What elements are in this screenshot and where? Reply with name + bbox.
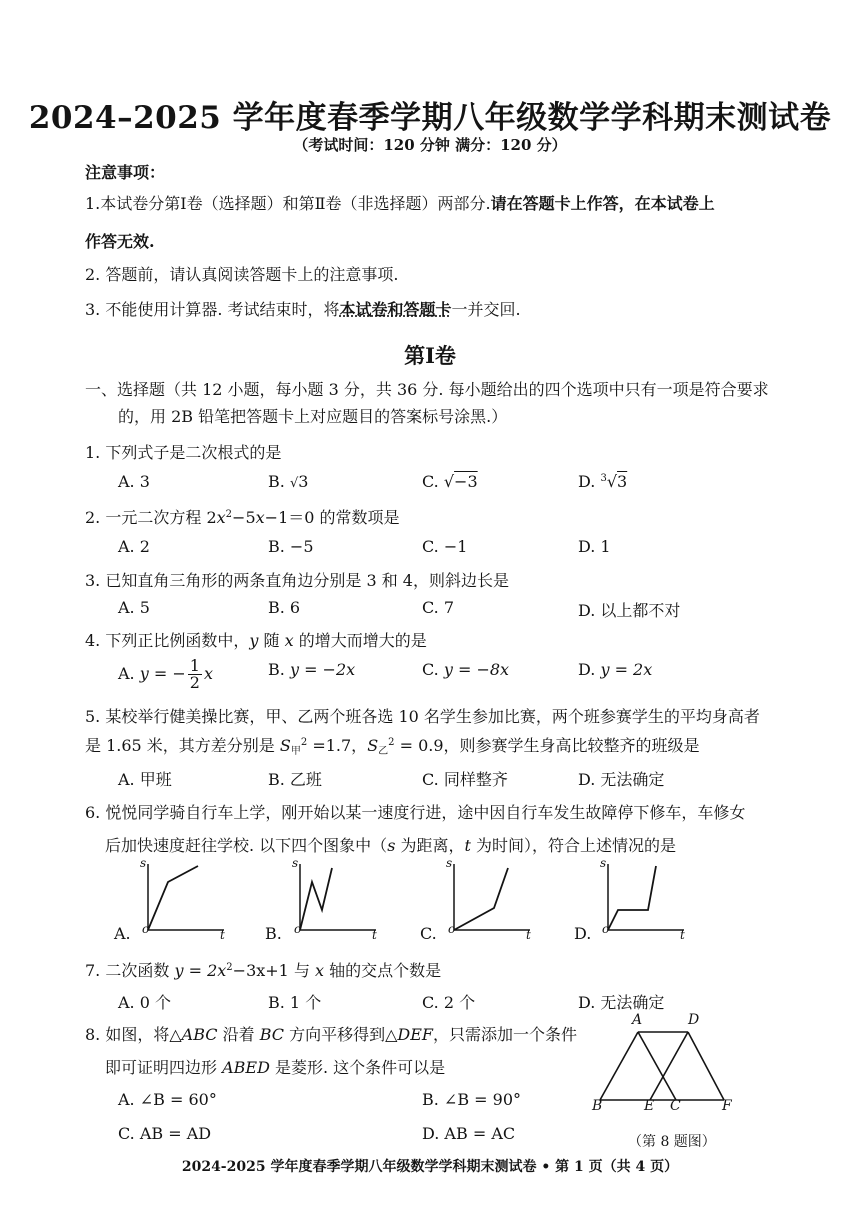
q8-point-c: C: [670, 1098, 681, 1114]
question-4-option-a: [118, 658, 213, 691]
question-7-option-d: D. 无法确定: [578, 993, 665, 1012]
question-1-option-b: B. √3: [268, 472, 309, 491]
question-6-option-d: D.: [574, 924, 592, 943]
q6-b-axis-s: s: [292, 856, 299, 870]
exam-title: 2024–2025 学年度春季学期八年级数学学科期末测试卷: [28, 100, 832, 136]
question-8-line-2: [105, 1055, 445, 1078]
notice-item-3-text: 3. 不能使用计算器. 考试结束时，将: [85, 300, 340, 319]
question-5-option-d: D. 无法确定: [578, 770, 665, 789]
q8-point-f: F: [722, 1098, 732, 1114]
question-1-option-d-value: 3: [617, 472, 628, 491]
question-5-option-a: A. 甲班: [118, 770, 172, 789]
q8-point-d: D: [688, 1012, 700, 1028]
q7-fn: y = 2x: [174, 961, 227, 980]
q4-frac-den: 2: [189, 673, 200, 692]
question-4-option-d: [578, 660, 652, 679]
question-3-stem: 3. 已知直角三角形的两条直角边分别是 3 和 4，则斜边长是: [85, 571, 509, 590]
q2-stem-c: −1＝0 的常数项是: [264, 508, 400, 527]
q8-line2-b: 是菱形. 这个条件可以是: [269, 1058, 446, 1077]
q6-line2-b: 为距离，: [395, 836, 465, 855]
q8-line2-a: 即可证明四边形: [105, 1058, 223, 1077]
question-7-stem: [85, 958, 441, 981]
q8-line1-b: 沿着: [217, 1025, 260, 1044]
q2-var-x2: x: [255, 508, 265, 527]
question-8-option-c: C. AB = AD: [118, 1124, 212, 1143]
q6-c-origin: o: [448, 922, 456, 936]
question-1-option-d: D. $^3$√3: [578, 472, 628, 491]
question-1-option-b-value: 3: [298, 472, 309, 491]
q4-a-prefix: A.: [118, 664, 140, 683]
q8-figure-caption: （第 8 题图）: [628, 1134, 716, 1150]
question-4-stem: [85, 628, 427, 651]
q8-abc: ABC: [181, 1025, 218, 1044]
question-4-option-c: [422, 660, 509, 679]
exam-subtitle: （考试时间：120 分钟 满分：120 分）: [293, 136, 567, 154]
question-5-option-b: B. 乙班: [268, 770, 322, 789]
question-7-option-c: C. 2 个: [422, 993, 476, 1012]
q8-def: DEF: [397, 1025, 434, 1044]
question-7-option-b: B. 1 个: [268, 993, 322, 1012]
q8-abed: ABED: [222, 1058, 270, 1077]
notice-heading: 注意事项：: [85, 163, 166, 182]
q5-s1-sub: 甲: [290, 746, 301, 757]
q6-a-axis-t: t: [220, 928, 225, 942]
q6-c-axis-s: s: [446, 856, 453, 870]
q5-s1-val: =1.7，: [307, 736, 368, 755]
part-one-instructions-1: 一、选择题（共 12 小题，每小题 3 分，共 36 分. 每小题给出的四个选项中只有一项是符合要求: [85, 380, 769, 399]
notice-item-1-cont: 作答无效.: [85, 232, 155, 251]
question-1-option-a: A. 3: [118, 472, 150, 491]
question-2-option-b: B. −5: [268, 537, 314, 556]
question-2-stem: [85, 505, 400, 528]
q6-line2-a: 后加快速度赶往学校. 以下四个图象中（: [105, 836, 388, 855]
question-1-option-b-prefix: B.: [268, 472, 290, 491]
question-5-option-c: C. 同样整齐: [422, 770, 508, 789]
q8-line1-c: 方向平移得到△: [284, 1025, 398, 1044]
question-6-option-b: B.: [265, 924, 282, 943]
q8-line1-a: 8. 如图，将△: [85, 1025, 182, 1044]
question-2-option-d: D. 1: [578, 537, 611, 556]
q4-var-x: x: [284, 631, 294, 650]
q7-stem-c: 轴的交点个数是: [324, 961, 442, 980]
q6-a-origin: o: [142, 922, 150, 936]
question-1-option-c-value: −3: [454, 472, 478, 491]
question-1-option-c-prefix: C.: [422, 472, 444, 491]
q5-s2-val: = 0.9，则参赛学生身高比较整齐的班级是: [394, 736, 700, 755]
q8-line1-d: ，只需添加一个条件: [433, 1025, 578, 1044]
q5-s2-sub: 乙: [378, 746, 389, 757]
notice-item-3: [85, 297, 521, 320]
notice-item-2: 2. 答题前，请认真阅读答题卡上的注意事项.: [85, 265, 399, 284]
q2-stem-b: −5: [232, 508, 256, 527]
q8-point-a: A: [632, 1012, 643, 1028]
q4-stem-a: 4. 下列正比例函数中，: [85, 631, 250, 650]
q4-frac-num: 1: [189, 656, 200, 675]
question-8-option-a: A. ∠B = 60°: [118, 1090, 217, 1109]
q8-point-b: B: [592, 1098, 603, 1114]
part-one-instructions-2: 的，用 2B 铅笔把答题卡上对应题目的答案标号涂黑.）: [118, 407, 508, 426]
q4-stem-c: 的增大而增大的是: [293, 631, 427, 650]
q4-a-var: x: [203, 664, 213, 683]
q6-c-axis-t: t: [526, 928, 531, 942]
q4-stem-b: 随: [258, 631, 285, 650]
notice-item-1-text: 1.本试卷分第Ⅰ卷（选择题）和第Ⅱ卷（非选择题）两部分.: [85, 194, 491, 213]
q7-stem-a: 7. 二次函数: [85, 961, 175, 980]
q4-d-value: y = 2x: [600, 660, 653, 679]
q2-exponent: 2: [225, 509, 233, 520]
section-title: 第Ⅰ卷: [404, 343, 456, 368]
q6-d-axis-t: t: [680, 928, 685, 942]
question-6-line-1: 6. 悦悦同学骑自行车上学，刚开始以某一速度行进，途中因自行车发生故障停下修车，车修女: [85, 803, 746, 822]
q8-bc: BC: [259, 1025, 285, 1044]
question-3-option-d: D. 以上都不对: [578, 601, 681, 620]
q2-var-x: x: [216, 508, 226, 527]
q4-b-prefix: B.: [268, 660, 290, 679]
q6-graph-b: [292, 858, 382, 942]
q2-stem-a: 2. 一元二次方程 2: [85, 508, 217, 527]
question-5-line-1: 5. 某校举行健美操比赛，甲、乙两个班各选 10 名学生参加比赛，两个班参赛学生的平均身高者: [85, 707, 760, 726]
q6-var-t: t: [464, 836, 471, 855]
question-1-option-d-prefix: D.: [578, 472, 601, 491]
q4-c-value: y = −8x: [443, 660, 510, 679]
q4-b-value: y = −2x: [289, 660, 356, 679]
q7-exp: 2: [226, 962, 233, 973]
question-8-line-1: [85, 1022, 577, 1045]
question-7-option-a: A. 0 个: [118, 993, 171, 1012]
q6-b-axis-t: t: [372, 928, 377, 942]
q5-s1-sup: 2: [300, 737, 308, 748]
question-8-option-b: B. ∠B = 90°: [422, 1090, 522, 1109]
q7-stem-b: −3x+1 与: [232, 961, 316, 980]
q5-s2-sup: 2: [388, 737, 395, 748]
question-5-line-2: [85, 733, 700, 757]
question-1-option-d-index: 3: [600, 473, 607, 484]
q5-s2: S: [367, 736, 379, 755]
question-1-stem: 1. 下列式子是二次根式的是: [85, 443, 282, 462]
page-footer: 2024-2025 学年度春季学期八年级数学学科期末测试卷 • 第 1 页（共 4 页）: [181, 1159, 679, 1175]
question-1-option-c: C. √−3: [422, 472, 478, 491]
notice-item-3-emphasis: 本试卷和答题卡: [339, 300, 452, 319]
q6-line2-c: 为时间），符合上述情况的是: [470, 836, 677, 855]
q4-var-y: y: [249, 631, 259, 650]
question-6-option-a: A.: [114, 924, 131, 943]
q6-d-origin: o: [602, 922, 610, 936]
question-4-option-b: [268, 660, 355, 679]
q6-b-origin: o: [294, 922, 302, 936]
q6-graph-c: [446, 858, 536, 942]
question-8-option-d: D. AB = AC: [422, 1124, 516, 1143]
notice-item-1-emphasis: 请在答题卡上作答，在本试卷上: [490, 194, 715, 213]
q4-c-prefix: C.: [422, 660, 444, 679]
question-6-option-c: C.: [420, 924, 437, 943]
question-3-option-c: C. 7: [422, 598, 455, 617]
q6-var-s: s: [387, 836, 396, 855]
q4-a-fraction: [188, 658, 202, 691]
q8-figure: [588, 1012, 738, 1114]
question-6-line-2: [105, 833, 676, 856]
q6-a-axis-s: s: [140, 856, 147, 870]
q5-line2-a: 是 1.65 米，其方差分别是: [85, 736, 280, 755]
q6-graph-a: [140, 858, 230, 942]
q6-d-axis-s: s: [600, 856, 607, 870]
q8-point-e: E: [644, 1098, 655, 1114]
notice-item-3-end: 一并交回.: [451, 300, 521, 319]
q4-a-lhs: y = −: [139, 664, 186, 683]
q7-var-x: x: [315, 961, 325, 980]
question-3-option-a: A. 5: [118, 598, 150, 617]
notice-item-1: [85, 191, 715, 214]
question-3-option-b: B. 6: [268, 598, 301, 617]
question-2-option-a: A. 2: [118, 537, 150, 556]
question-2-option-c: C. −1: [422, 537, 468, 556]
q6-graph-d: [600, 858, 690, 942]
q5-s1: S: [279, 736, 291, 755]
q4-d-prefix: D.: [578, 660, 601, 679]
